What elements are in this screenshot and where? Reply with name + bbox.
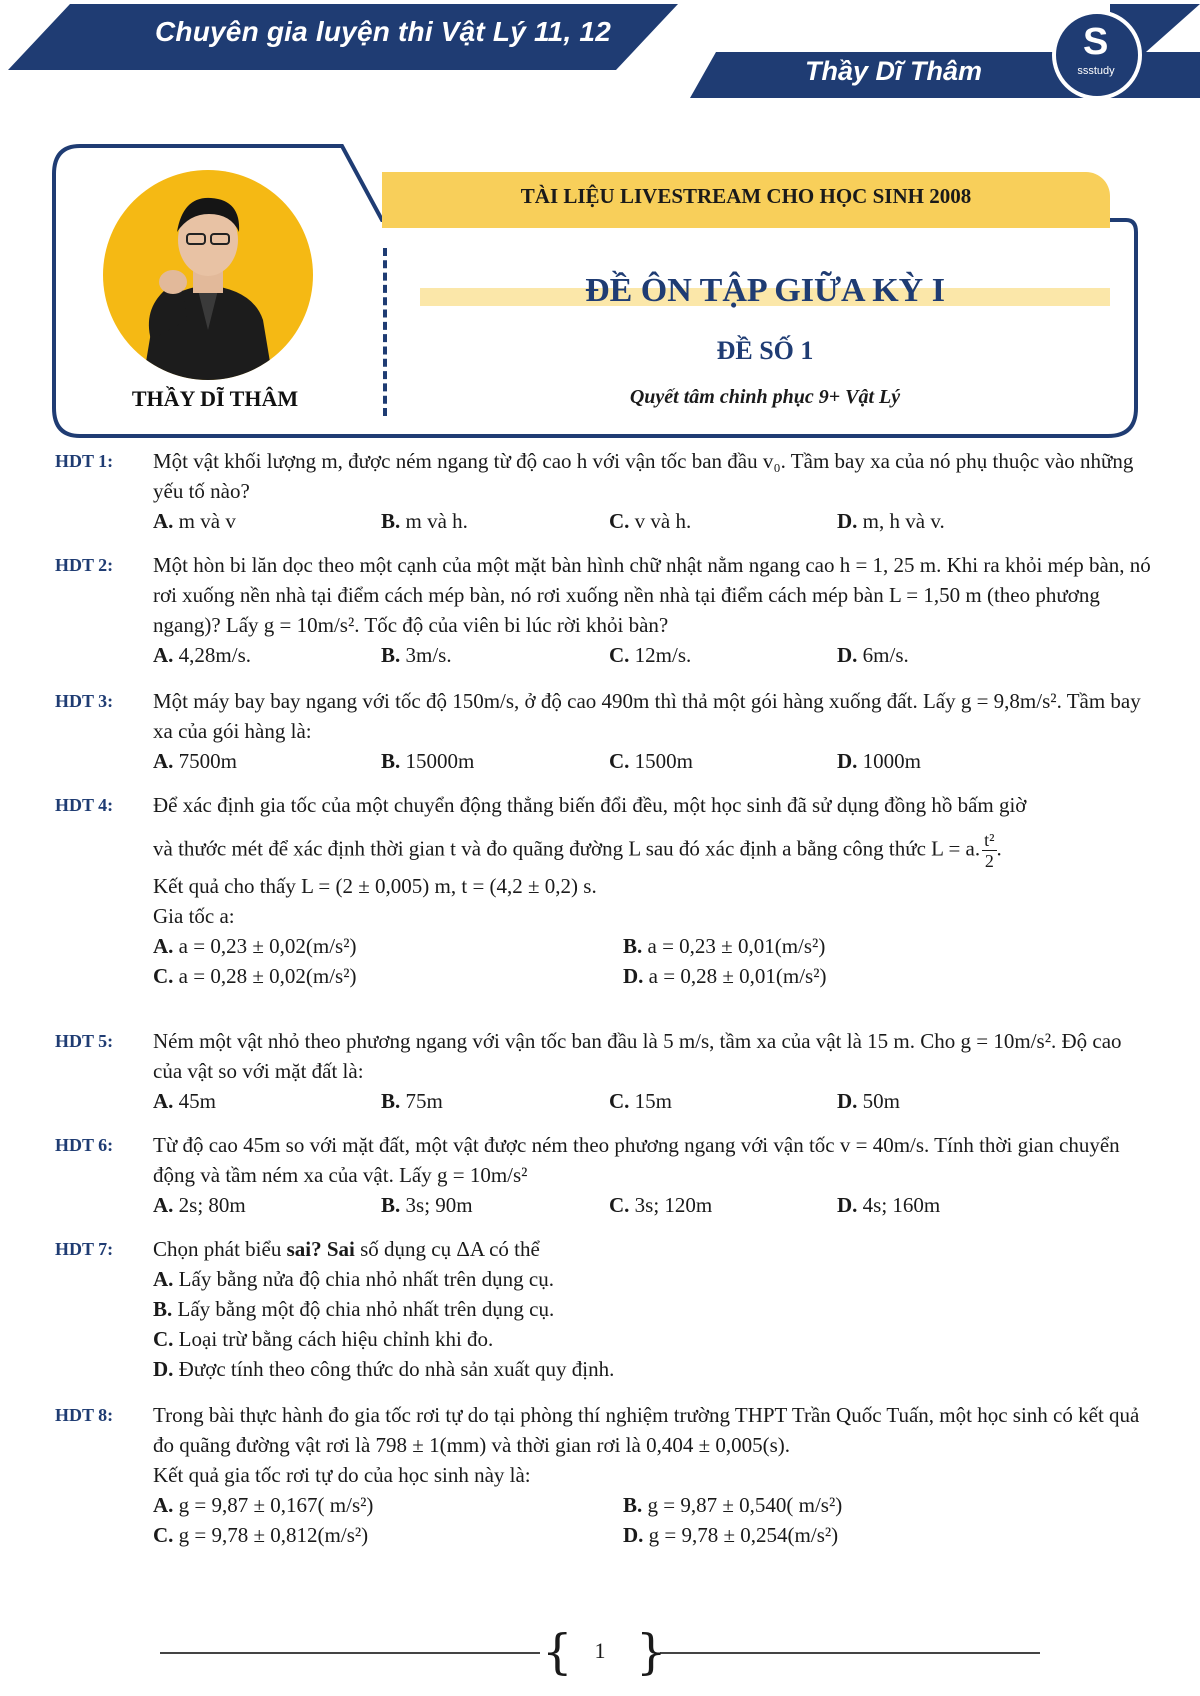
teacher-avatar bbox=[103, 170, 313, 380]
option-d[interactable]: D. a = 0,28 ± 0,01(m/s²) bbox=[623, 964, 827, 988]
slogan: Quyết tâm chinh phục 9+ Vật Lý bbox=[629, 386, 901, 408]
formula-fraction: $\frac{\text{t²}}{2}$ bbox=[984, 830, 995, 871]
answer-options bbox=[153, 1190, 1155, 1220]
card-divider bbox=[383, 248, 387, 416]
question-4 bbox=[55, 790, 1155, 991]
answer-options bbox=[153, 640, 1155, 670]
option-d[interactable]: D. 4s; 160m bbox=[837, 1193, 941, 1217]
footer-rule-left bbox=[160, 1652, 540, 1654]
question-prompt: Gia tốc a: bbox=[153, 904, 235, 928]
option-a[interactable]: A. m và v bbox=[153, 509, 236, 533]
option-c[interactable]: C. v và h. bbox=[609, 509, 692, 533]
logo-text: ssstudy bbox=[1077, 65, 1115, 77]
tab-title: TÀI LIỆU LIVESTREAM CHO HỌC SINH 2008 bbox=[520, 184, 972, 208]
question-label: HDT 8: bbox=[55, 1405, 114, 1425]
option-a[interactable]: A. 2s; 80m bbox=[153, 1193, 246, 1217]
left-brace-icon: { bbox=[542, 1624, 573, 1680]
question-5 bbox=[55, 1026, 1155, 1116]
question-2 bbox=[55, 550, 1155, 670]
option-b[interactable]: B. g = 9,87 ± 0,540( m/s²) bbox=[623, 1493, 843, 1517]
question-text: Một hòn bi lăn dọc theo một cạnh của một mặt bàn hình chữ nhật nằm ngang cao h = 1, 25 m. Khi ra khỏi mép bàn, nó rơi xuống nền nhà tại điểm cách mép bàn, nó rơi xuống nền nhà tại điểm cách mép bàn L = 1,50 m (theo phương ngang)? Lấy g = 10m/s². Tốc độ của viên bi lúc rời khỏi bàn? bbox=[153, 553, 1151, 637]
teacher-name: THẦY DĨ THÂM bbox=[131, 386, 299, 411]
question-text: Trong bài thực hành đo gia tốc rơi tự do tại phòng thí nghiệm trường THPT Trần Quốc Tuấn, một học sinh có kết quả đo quãng đường vật rơi là 798 ± 1(mm) và thời gian rơi là 0,404 ± 0,005(s). bbox=[153, 1403, 1140, 1457]
option-c[interactable]: C. 12m/s. bbox=[609, 643, 692, 667]
logo-s-icon: S bbox=[1083, 21, 1109, 63]
question-7 bbox=[55, 1234, 1155, 1384]
question-label: HDT 6: bbox=[55, 1135, 114, 1155]
exam-title: ĐỀ ÔN TẬP GIỮA KỲ I bbox=[585, 272, 945, 309]
question-text: Một máy bay bay ngang với tốc độ 150m/s, ở độ cao 490m thì thả một gói hàng xuống đất. Lấy g = 9,8m/s². Tầm bay xa của gói hàng là: bbox=[153, 689, 1141, 743]
right-brace-icon: } bbox=[636, 1624, 667, 1680]
question-text: Một vật khối lượng m, được ném ngang từ độ cao h với vận tốc ban đầu v₀. Tầm bay xa của nó phụ thuộc vào những yếu tố nào? bbox=[153, 449, 1134, 503]
option-d[interactable]: D. 50m bbox=[837, 1089, 901, 1113]
question-label: HDT 2: bbox=[55, 555, 114, 575]
exam-number: ĐỀ SỐ 1 bbox=[716, 336, 814, 365]
option-a[interactable]: A. 45m bbox=[153, 1089, 217, 1113]
question-8 bbox=[55, 1400, 1155, 1550]
header-left-title: Chuyên gia luyện thi Vật Lý 11, 12 bbox=[155, 16, 611, 47]
question-prompt: Kết quả gia tốc rơi tự do của học sinh này là: bbox=[153, 1463, 531, 1487]
option-d[interactable]: D. g = 9,78 ± 0,254(m/s²) bbox=[623, 1523, 839, 1547]
question-1 bbox=[55, 446, 1155, 536]
question-3 bbox=[55, 686, 1155, 776]
option-a[interactable]: A. a = 0,23 ± 0,02(m/s²) bbox=[153, 934, 357, 958]
option-c[interactable]: C. 15m bbox=[609, 1089, 673, 1113]
answer-options bbox=[153, 1490, 1155, 1550]
option-b[interactable]: B. a = 0,23 ± 0,01(m/s²) bbox=[623, 934, 826, 958]
option-b[interactable]: B. 75m bbox=[381, 1089, 443, 1113]
option-c[interactable]: C. a = 0,28 ± 0,02(m/s²) bbox=[153, 964, 357, 988]
option-d[interactable]: D. Được tính theo công thức do nhà sản xuất quy định. bbox=[153, 1357, 615, 1381]
option-c[interactable]: C. Loại trừ bằng cách hiệu chỉnh khi đo. bbox=[153, 1327, 494, 1351]
answer-options bbox=[153, 746, 1155, 776]
teacher-photo-icon bbox=[103, 170, 313, 380]
question-result: Kết quả cho thấy L = (2 ± 0,005) m, t = (4,2 ± 0,2) s. bbox=[153, 874, 597, 898]
footer-rule-right bbox=[660, 1652, 1040, 1654]
question-text: Chọn phát biểu sai? Sai số dụng cụ ΔA có thể bbox=[153, 1237, 540, 1261]
option-b[interactable]: B. 3s; 90m bbox=[381, 1193, 473, 1217]
option-c[interactable]: C. 3s; 120m bbox=[609, 1193, 713, 1217]
question-text: Từ độ cao 45m so với mặt đất, một vật được ném theo phương ngang với vận tốc v = 40m/s. Tính thời gian chuyển động và tầm ném xa của vật. Lấy g = 10m/s² bbox=[153, 1133, 1120, 1187]
option-b[interactable]: B. 3m/s. bbox=[381, 643, 452, 667]
page-number: 1 bbox=[594, 1638, 606, 1663]
option-b[interactable]: B. m và h. bbox=[381, 509, 468, 533]
option-a[interactable]: A. 4,28m/s. bbox=[153, 643, 252, 667]
answer-options bbox=[153, 1264, 1155, 1384]
answer-options bbox=[153, 1086, 1155, 1116]
question-text: Để xác định gia tốc của một chuyển động thẳng biến đổi đều, một học sinh đã sử dụng đồng hồ bấm giờ bbox=[153, 793, 1027, 817]
option-b[interactable]: B. Lấy bằng một độ chia nhỏ nhất trên dụng cụ. bbox=[153, 1297, 555, 1321]
option-d[interactable]: D. 1000m bbox=[837, 749, 922, 773]
option-a[interactable]: A. Lấy bằng nửa độ chia nhỏ nhất trên dụng cụ. bbox=[153, 1267, 554, 1291]
question-label: HDT 1: bbox=[55, 451, 114, 471]
question-formula-line: và thước mét để xác định thời gian t và đo quãng đường L sau đó xác định a bằng công thức L = a. $\frac{\text{t²}}{2}$ . bbox=[153, 830, 1002, 871]
option-c[interactable]: C. 1500m bbox=[609, 749, 694, 773]
option-d[interactable]: D. m, h và v. bbox=[837, 509, 945, 533]
answer-options bbox=[153, 506, 1155, 536]
option-a[interactable]: A. 7500m bbox=[153, 749, 238, 773]
question-label: HDT 7: bbox=[55, 1239, 114, 1259]
answer-options bbox=[153, 931, 1155, 991]
question-label: HDT 5: bbox=[55, 1031, 114, 1051]
option-a[interactable]: A. g = 9,87 ± 0,167( m/s²) bbox=[153, 1493, 374, 1517]
question-label: HDT 3: bbox=[55, 691, 114, 711]
question-text: Ném một vật nhỏ theo phương ngang với vận tốc ban đầu là 5 m/s, tầm xa của vật là 15 m. Cho g = 10m/s². Độ cao của vật so với mặt đất là: bbox=[153, 1029, 1122, 1083]
option-c[interactable]: C. g = 9,78 ± 0,812(m/s²) bbox=[153, 1523, 369, 1547]
header-right-title: Thầy Dĩ Thâm bbox=[805, 56, 983, 86]
option-d[interactable]: D. 6m/s. bbox=[837, 643, 909, 667]
option-b[interactable]: B. 15000m bbox=[381, 749, 475, 773]
question-6 bbox=[55, 1130, 1155, 1220]
question-label: HDT 4: bbox=[55, 795, 114, 815]
